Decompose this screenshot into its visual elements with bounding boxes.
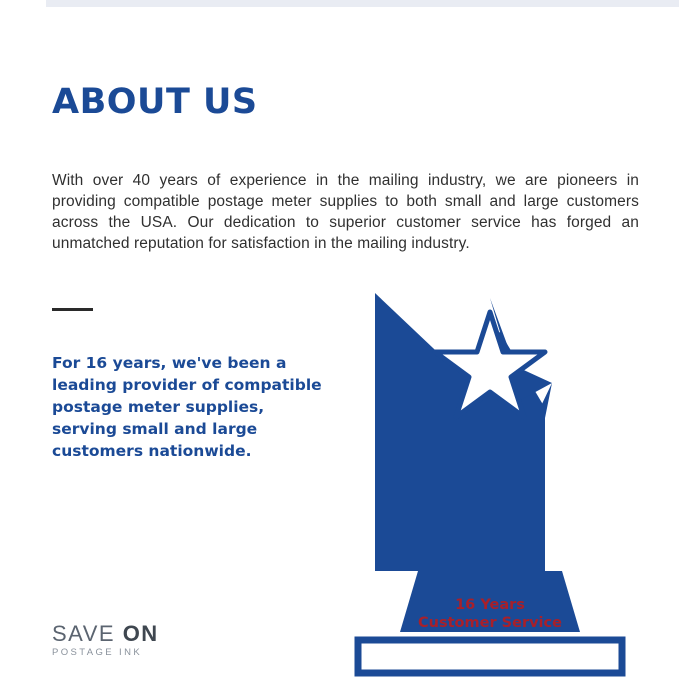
trophy-label-line1: 16 Years <box>455 597 525 613</box>
trophy-label-line2: Customer Service <box>418 615 562 631</box>
pull-quote: For 16 years, we've been a leading provider of compatible postage meter supplies, serving small and large customers nationwide. <box>52 354 322 460</box>
trophy-illustration <box>340 288 640 677</box>
logo-word-two: ON <box>122 621 159 646</box>
page-title: ABOUT US <box>52 82 258 122</box>
logo-word-one: SAVE <box>52 621 116 646</box>
body-paragraph: With over 40 years of experience in the mailing industry, we are pioneers in providing compatible postage meter supplies to both small and large customers across the USA. Our dedication to superior customer service has forged an unmatched reputation for satisfaction in the mailing industry. <box>52 172 639 252</box>
brand-logo <box>52 622 222 658</box>
trophy-icon <box>340 288 640 677</box>
logo-wordmark <box>52 622 222 646</box>
divider-rule <box>52 308 93 311</box>
logo-tagline: POSTAGE INK <box>52 647 143 658</box>
